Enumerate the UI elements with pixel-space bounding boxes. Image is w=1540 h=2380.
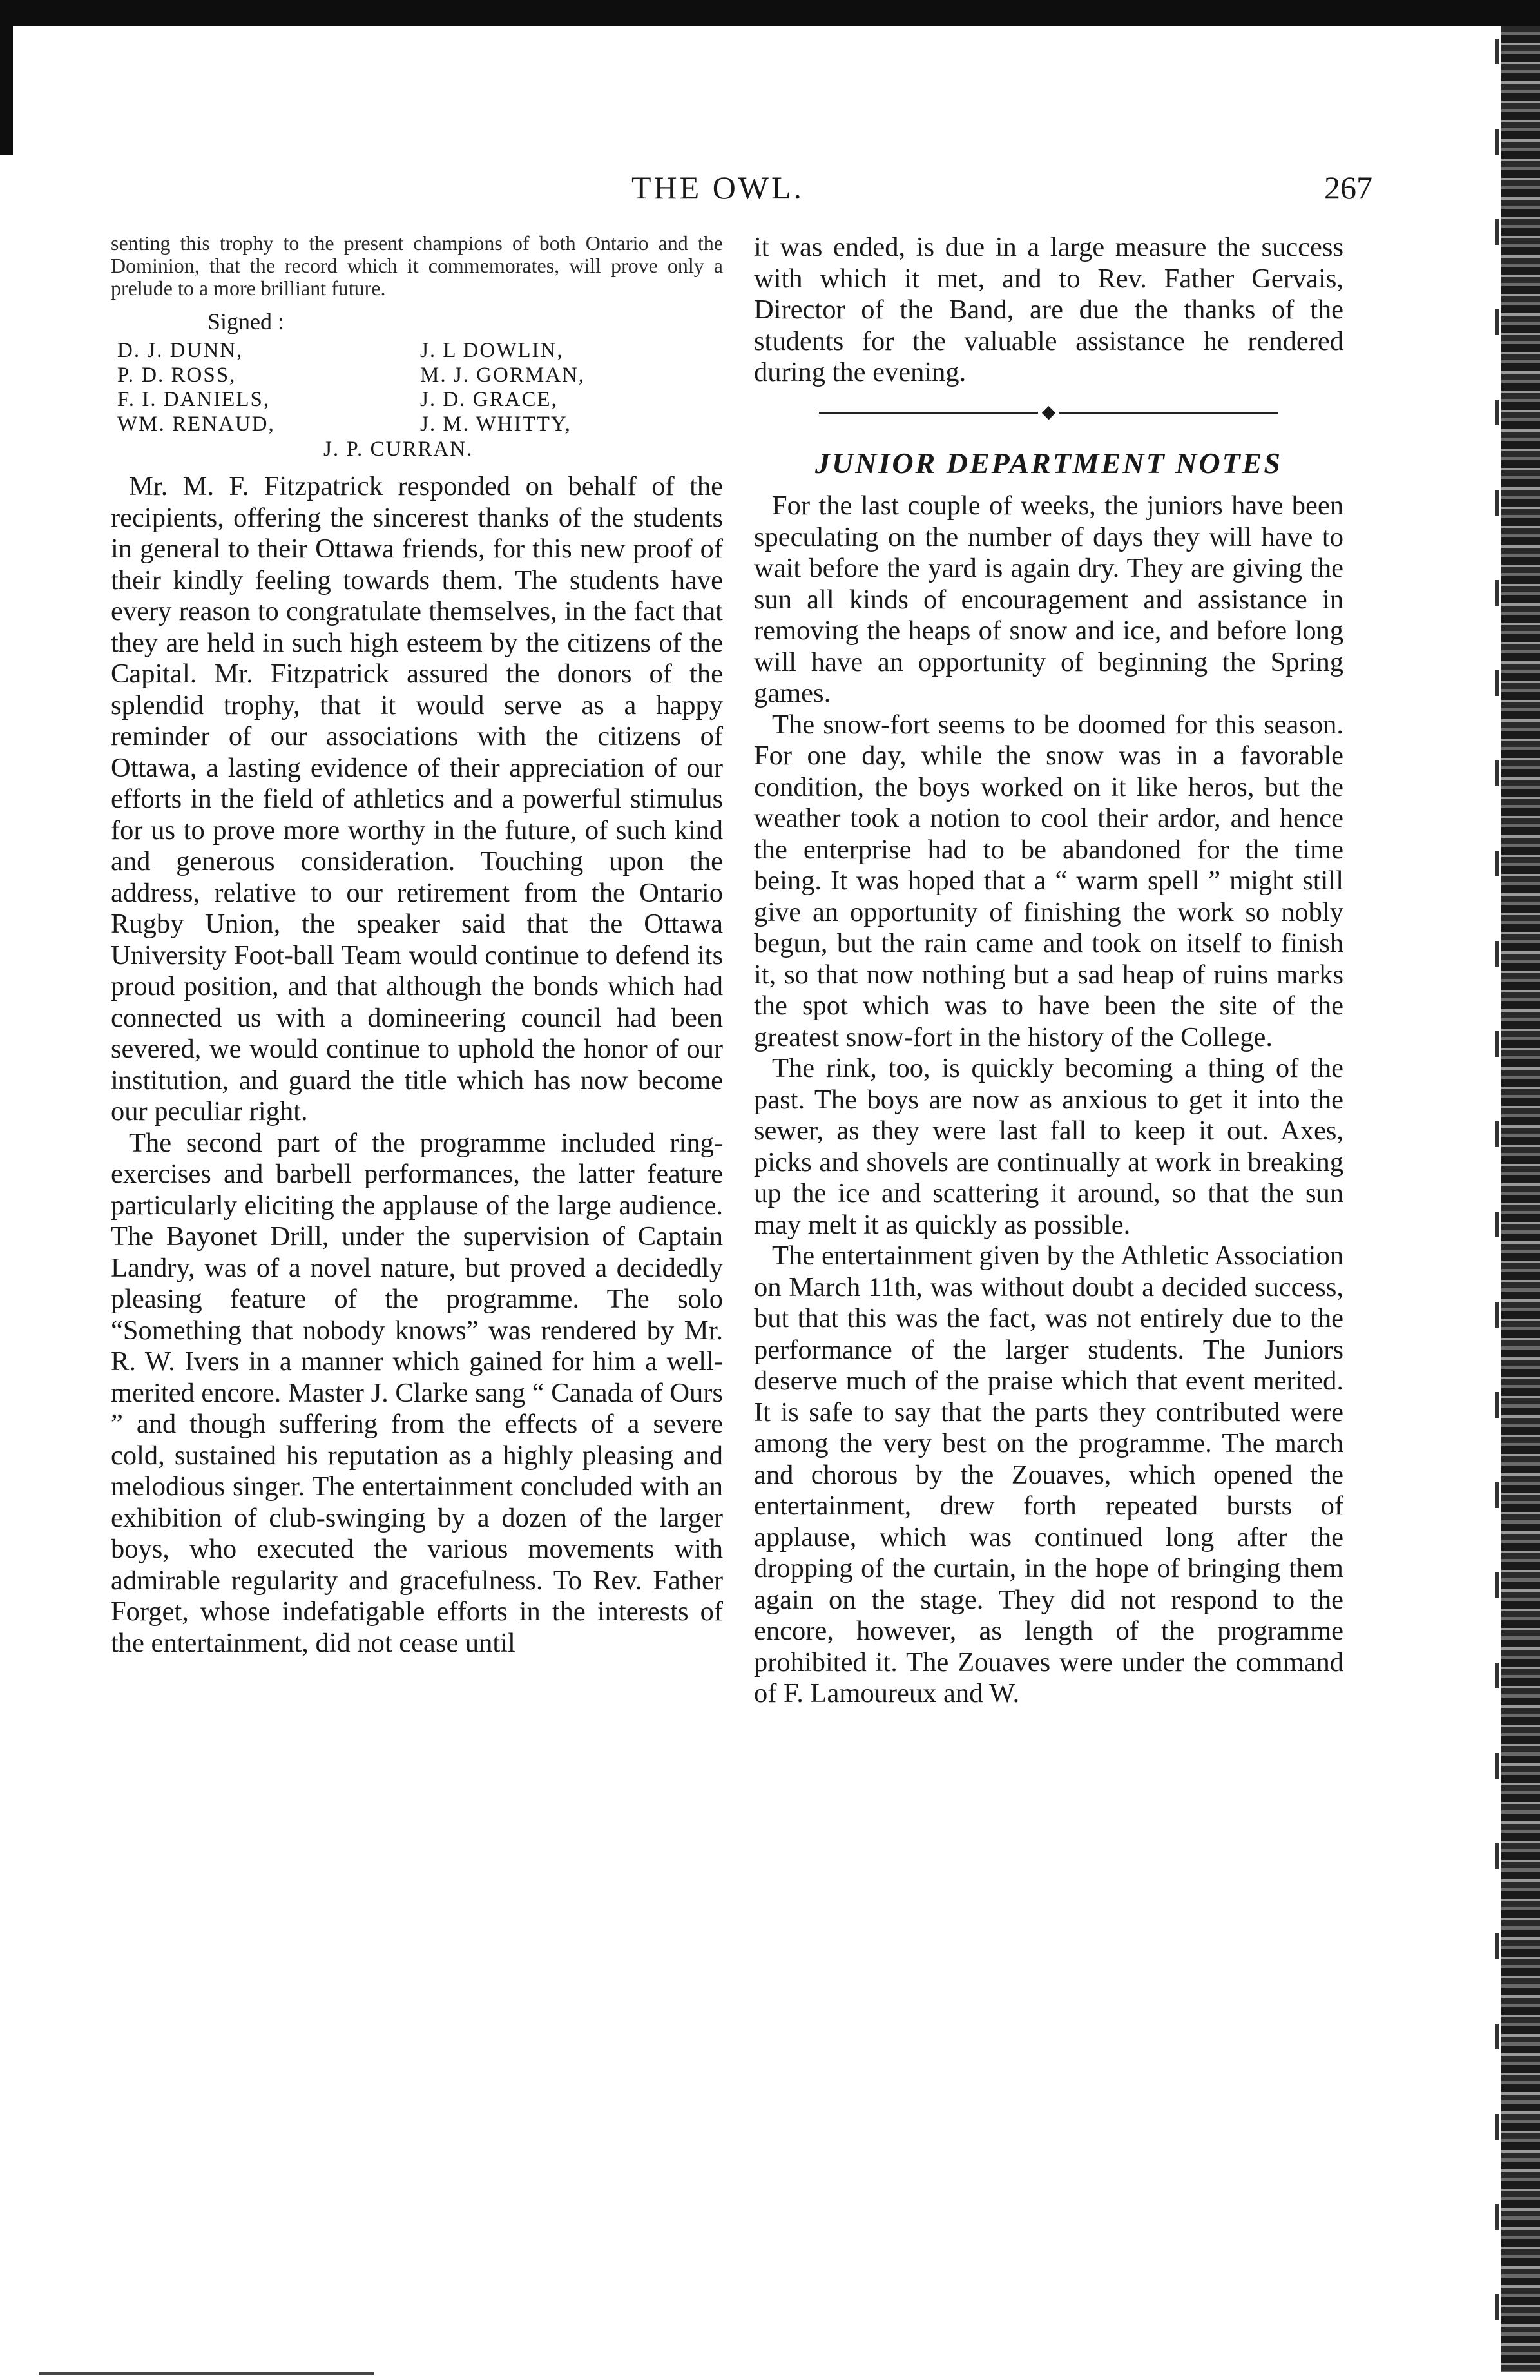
body-paragraph: For the last couple of weeks, the juniors have been speculating on the number of days they will have to wait before the yard is again dry. They are giving the sun all kinds of encouragement and assistance in removing the heaps of snow and ice, and before long will have an opportunity of beginning the Spring games. [754,490,1343,708]
signatory-name: D. J. DUNN, [117,339,244,362]
signatory-name: P. D. ROSS, [117,363,236,387]
body-paragraph: The entertainment given by the Athletic Association on March 11th, was without doubt a decided success, but that this was the fact, was not entirely due to the performance of the larger students. The Juniors deserve much of the praise which that event merited. It is safe to say that the parts they contributed were among the very best on the programme. The march and chorous by the Zouaves, which opened the entertainment, drew forth repeated bursts of applause, which was continued long after the dropping of the curtain, in the hope of bringing them again on the stage. They did not respond to the encore, however, as length of the programme prohibited it. The Zouaves were under the command of F. Lamoureux and W. [754,1241,1343,1708]
divider-ornament-icon: ◆ [1041,402,1056,423]
signed-label: Signed : [207,309,285,334]
scan-edge-bottom [39,2372,374,2375]
page-header [612,169,1372,214]
signatory-name: J. M. WHITTY, [420,412,572,436]
scan-edge-top [0,0,1540,26]
left-column [111,232,723,1659]
section-divider [754,400,1343,426]
running-title: THE OWL. [631,169,805,206]
address-ending: senting this trophy to the present champions of both Ontario and the Dominion, that the record which it commemorates, will prove only a prelude to a more brilliant future. [111,231,723,300]
body-paragraph: Mr. M. F. Fitzpatrick responded on behalf of the recipients, offering the sincerest thanks of the students in general to their Ottawa friends, for this new proof of their kindly feeling towards them. The students have every reason to congratulate themselves, in the fact that they are held in such high esteem by the citizens of the Capital. Mr. Fitzpatrick assured the donors of the splendid trophy, that it would serve as a happy reminder of our associations with the citizens of Ottawa, a lasting evidence of their appreciation of our efforts in the field of athletics and a powerful stimulus for us to prove more worthy in the future, of such kind and generous consideration. Touching upon the address, relative to our retirement from the Ontario Rugby Union, the speaker said that the Ottawa University Foot-ball Team would continue to defend its proud position, and that although the bonds which had connected us with a domineering council had been severed, we would continue to uphold the honor of our institution, and guard the title which has now become our peculiar right. [111,471,723,1127]
scan-edge-left [0,0,13,155]
signatory-name-last: J. P. CURRAN. [323,438,474,461]
page-number: 267 [1324,169,1372,206]
signatory-list [117,338,723,436]
continued-paragraph: it was ended, is due in a large measure the success with which it met, and to Rev. Father Gervais, Director of the Band, are due the thanks of the students for the valuable assistance he rendered during the evening. [754,232,1343,387]
signatory-name: M. J. GORMAN, [420,363,586,387]
scan-edge-right-inner [1495,39,1499,2333]
signatory-name: F. I. DANIELS, [117,388,271,411]
body-paragraph: The snow-fort seems to be doomed for this season. For one day, while the snow was in a favorable condition, the boys worked on it like heros, but the weather took a notion to cool their ardor, and hence the enterprise had to be abandoned for the time being. It was hoped that a “ warm spell ” might still give an opportunity of finishing the work so nobly begun, but the rain came and took on itself to finish it, so that now nothing but a sad heap of ruins marks the spot which was to have been the site of the greatest snow-fort in the history of the College. [754,709,1343,1052]
body-paragraph: The rink, too, is quickly becoming a thing of the past. The boys are now as anxious to get it into the sewer, as they were last fall to keep it out. Axes, picks and shovels are continually at work in breaking up the ice and scattering it around, so that the sun may melt it as quickly as possible. [754,1053,1343,1240]
divider-rule [819,412,1038,414]
divider-rule [1059,412,1278,414]
body-paragraph: The second part of the programme included ring-exercises and barbell performances, the latter feature particularly eliciting the applause of the large audience. The Bayonet Drill, under the supervision of Captain Landry, was of a novel nature, but proved a decidedly pleasing feature of the programme. The solo “Something that nobody knows” was rendered by Mr. R. W. Ivers in a manner which gained for him a well-merited encore. Master J. Clarke sang “ Canada of Ours ” and though suffering from the effects of a severe cold, sustained his reputation as a highly pleasing and melodious singer. The entertainment concluded with an exhibition of club-swinging by a dozen of the larger boys, who executed the various movements with admirable regularity and gracefulness. To Rev. Father Forget, whose indefatigable efforts in the interests of the entertainment, did not cease until [111,1127,724,1658]
right-column [754,232,1343,1710]
signatory-name: J. D. GRACE, [420,388,558,411]
signatory-name: J. L DOWLIN, [420,339,564,362]
signatory-name: WM. RENAUD, [117,412,275,436]
section-heading: JUNIOR DEPARTMENT NOTES [815,446,1282,479]
scan-edge-right [1501,26,1540,2372]
